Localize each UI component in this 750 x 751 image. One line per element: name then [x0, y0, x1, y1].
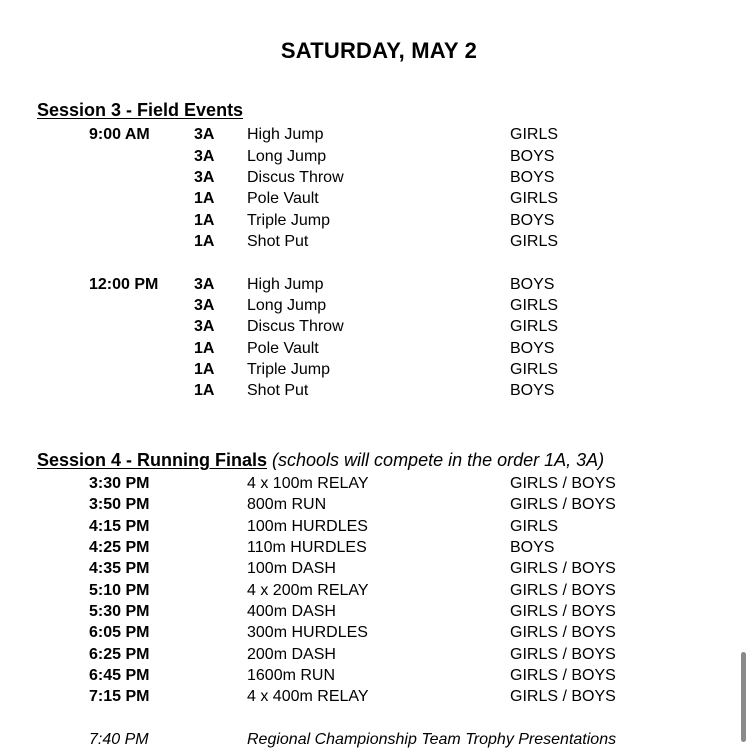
event-name: 400m DASH [247, 603, 336, 620]
event-name: Regional Championship Team Trophy Presentations [247, 731, 617, 748]
event-gender: GIRLS / BOYS [510, 667, 616, 684]
field-event-row [0, 380, 750, 401]
event-gender: GIRLS / BOYS [510, 496, 616, 513]
event-name: 100m DASH [247, 560, 336, 577]
event-division: 3A [194, 169, 215, 186]
event-time: 5:10 PM [89, 582, 150, 599]
event-division: 1A [194, 382, 215, 399]
event-name: 100m HURDLES [247, 518, 368, 535]
event-time: 7:40 PM [89, 731, 149, 748]
event-name: 110m HURDLES [247, 539, 367, 556]
field-event-row [0, 338, 750, 359]
field-event-row [0, 359, 750, 380]
session-3-heading [37, 100, 243, 121]
event-name: 4 x 100m RELAY [247, 475, 369, 492]
event-gender: GIRLS / BOYS [510, 624, 616, 641]
event-time: 7:15 PM [89, 688, 150, 705]
event-division: 1A [194, 190, 215, 207]
event-division: 1A [194, 212, 215, 229]
event-division: 3A [194, 297, 215, 314]
running-event-row [0, 473, 750, 494]
event-time: 3:30 PM [89, 475, 150, 492]
event-gender: BOYS [510, 276, 555, 293]
event-name: Pole Vault [247, 340, 319, 357]
event-name: 300m HURDLES [247, 624, 368, 641]
event-name: High Jump [247, 126, 324, 143]
event-name: Discus Throw [247, 318, 344, 335]
session-4-heading-text: Session 4 - Running Finals [37, 450, 268, 470]
event-gender: BOYS [510, 382, 555, 399]
running-event-row [0, 580, 750, 601]
event-name: Triple Jump [247, 212, 330, 229]
event-name: Long Jump [247, 297, 327, 314]
event-gender: BOYS [510, 340, 555, 357]
event-time: 4:35 PM [89, 560, 150, 577]
running-event-row [0, 644, 750, 665]
trophy-presentation-row [0, 729, 750, 750]
event-gender: GIRLS / BOYS [510, 646, 616, 663]
session-3-heading-text: Session 3 - Field Events [37, 100, 244, 120]
event-gender: GIRLS / BOYS [510, 560, 616, 577]
field-event-row [0, 188, 750, 209]
event-division: 3A [194, 148, 215, 165]
event-gender: GIRLS / BOYS [510, 582, 616, 599]
running-event-row [0, 686, 750, 707]
event-time: 6:05 PM [89, 624, 150, 641]
event-name: High Jump [247, 276, 324, 293]
event-gender: GIRLS [510, 233, 559, 250]
running-event-row [0, 558, 750, 579]
event-gender: BOYS [510, 169, 555, 186]
event-name: 200m DASH [247, 646, 336, 663]
running-event-row [0, 494, 750, 515]
event-gender: BOYS [510, 212, 555, 229]
event-name: Triple Jump [247, 361, 330, 378]
event-name: 4 x 400m RELAY [247, 688, 369, 705]
event-name: 4 x 200m RELAY [247, 582, 369, 599]
event-gender: GIRLS [510, 361, 559, 378]
event-time: 12:00 PM [89, 276, 159, 293]
event-division: 1A [194, 233, 215, 250]
event-time: 3:50 PM [89, 496, 150, 513]
event-name: 800m RUN [247, 496, 327, 513]
event-gender: GIRLS / BOYS [510, 603, 616, 620]
event-gender: GIRLS / BOYS [510, 688, 616, 705]
vertical-scrollbar[interactable] [741, 652, 746, 742]
event-name: 1600m RUN [247, 667, 336, 684]
event-time: 6:45 PM [89, 667, 150, 684]
event-name: Discus Throw [247, 169, 344, 186]
event-division: 1A [194, 340, 215, 357]
event-division: 3A [194, 276, 215, 293]
event-gender: GIRLS [510, 297, 559, 314]
field-event-row [0, 167, 750, 188]
event-gender: GIRLS / BOYS [510, 475, 616, 492]
running-event-row [0, 665, 750, 686]
running-event-row [0, 516, 750, 537]
event-time: 5:30 PM [89, 603, 150, 620]
running-event-row [0, 601, 750, 622]
event-gender: GIRLS [510, 318, 559, 335]
event-gender: BOYS [510, 148, 555, 165]
field-event-row [0, 231, 750, 252]
event-gender: GIRLS [510, 518, 559, 535]
page-title: SATURDAY, MAY 2 [280, 38, 478, 63]
running-event-row [0, 622, 750, 643]
event-time: 4:25 PM [89, 539, 150, 556]
event-time: 4:15 PM [89, 518, 150, 535]
field-event-row [0, 210, 750, 231]
event-gender: GIRLS [510, 126, 559, 143]
session-4-heading [37, 450, 604, 471]
field-event-row [0, 274, 750, 295]
event-division: 3A [194, 126, 215, 143]
event-time: 9:00 AM [89, 126, 150, 143]
field-event-row [0, 146, 750, 167]
event-gender: BOYS [510, 539, 555, 556]
field-event-row [0, 124, 750, 145]
field-event-row [0, 295, 750, 316]
event-time: 6:25 PM [89, 646, 150, 663]
event-name: Shot Put [247, 233, 309, 250]
running-event-row [0, 537, 750, 558]
field-event-row [0, 316, 750, 337]
event-name: Long Jump [247, 148, 327, 165]
event-division: 3A [194, 318, 215, 335]
event-name: Shot Put [247, 382, 309, 399]
event-name: Pole Vault [247, 190, 319, 207]
event-gender: GIRLS [510, 190, 559, 207]
event-division: 1A [194, 361, 215, 378]
session-4-order-note: (schools will compete in the order 1A, 3A) [267, 450, 605, 470]
